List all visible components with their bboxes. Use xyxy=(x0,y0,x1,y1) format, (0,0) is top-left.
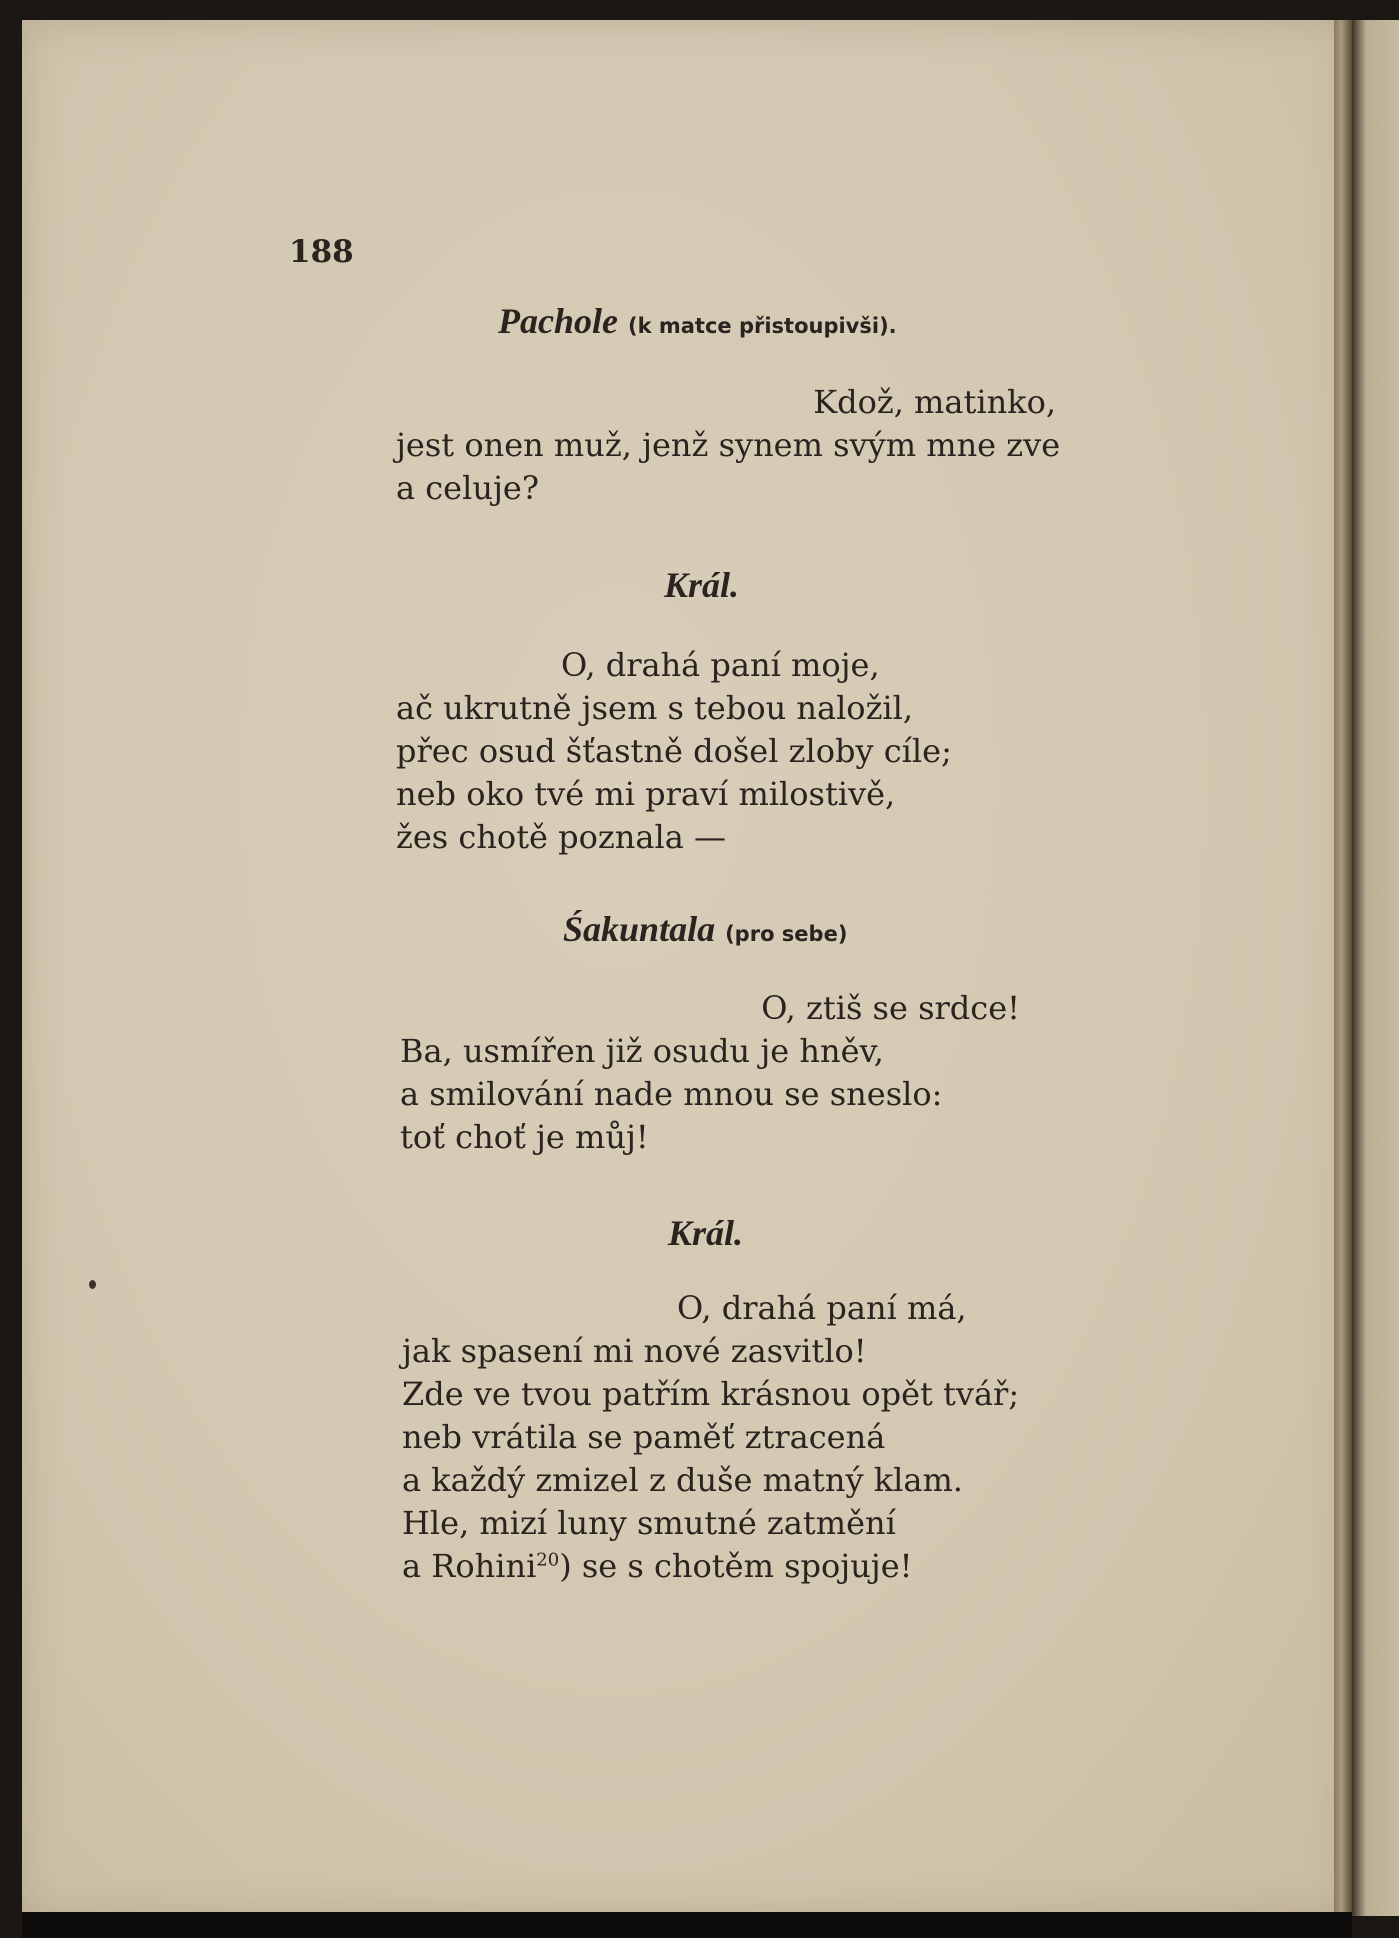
verse-line: a každý zmizel z duše matný klam. xyxy=(402,1461,963,1499)
footnote-marker: 20 xyxy=(536,1549,560,1571)
speaker-name: Král. xyxy=(668,1213,744,1253)
verse-line-end: ) se s chotěm spojuje! xyxy=(559,1547,913,1585)
verse-line: ač ukrutně jsem s tebou naložil, xyxy=(396,689,914,727)
speaker-name: Śakuntala xyxy=(563,909,716,949)
verse-line: Zde ve tvou patřím krásnou opět tvář; xyxy=(402,1375,1020,1413)
speaker-heading xyxy=(664,564,739,606)
speaker-heading xyxy=(498,300,897,342)
verse-line: Ba, usmířen již osudu je hněv, xyxy=(400,1032,884,1070)
verse-line: a celuje? xyxy=(396,469,539,507)
verse-line: jest onen muž, jenž synem svým mne zve xyxy=(396,426,1061,464)
verse-line: O, drahá paní má, xyxy=(677,1289,967,1327)
stage-direction: (pro sebe) xyxy=(725,922,848,946)
verse-line-with-footnote xyxy=(402,1545,1042,1588)
verse-block xyxy=(396,381,1061,510)
verse-line: toť choť je můj! xyxy=(400,1118,649,1156)
verse-line: neb oko tvé mi praví milostivě, xyxy=(396,775,896,813)
verse-line: Kdož, matinko, xyxy=(813,383,1056,421)
ink-speck xyxy=(89,1280,96,1289)
verse-line: jak spasení mi nové zasvitlo! xyxy=(402,1332,867,1370)
verse-block xyxy=(400,987,1020,1159)
verse-line: neb vrátila se paměť ztracená xyxy=(402,1418,886,1456)
verse-block xyxy=(402,1287,1042,1588)
verse-line: O, ztiš se srdce! xyxy=(761,989,1020,1027)
stage-direction: (k matce přistoupivši). xyxy=(627,314,897,338)
speaker-heading xyxy=(563,908,847,950)
speaker-heading xyxy=(668,1212,743,1254)
page-number: 188 xyxy=(289,234,354,270)
speaker-name: Král. xyxy=(664,565,740,605)
verse-line: přec osud šťastně došel zloby cíle; xyxy=(396,732,952,770)
page-gutter-edge xyxy=(1334,20,1352,1916)
verse-block xyxy=(396,644,1056,859)
verse-line: a smilování nade mnou se sneslo: xyxy=(400,1075,943,1113)
verse-line: žes chotě poznala — xyxy=(396,818,726,856)
bottom-shadow xyxy=(22,1912,1352,1938)
verse-line-start: a Rohini xyxy=(402,1547,537,1585)
facing-page-edge xyxy=(1352,20,1399,1916)
speaker-name: Pachole xyxy=(498,301,618,341)
verse-line: Hle, mizí luny smutné zatmění xyxy=(402,1504,896,1542)
verse-line: O, drahá paní moje, xyxy=(561,646,880,684)
